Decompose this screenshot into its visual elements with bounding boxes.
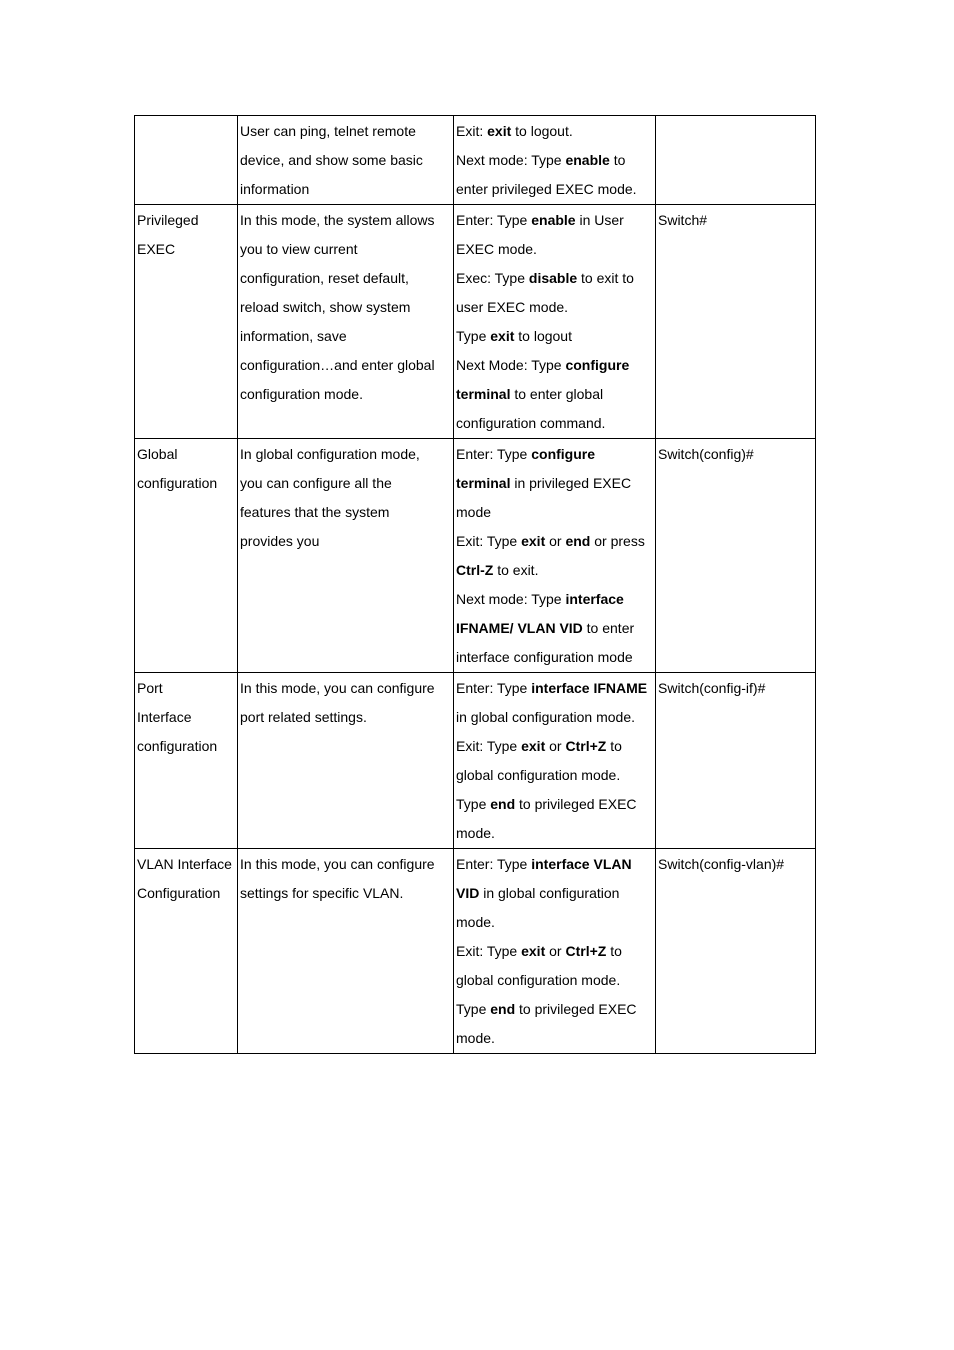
command-keyword: Ctrl+Z [565,943,607,959]
access-line [456,819,653,848]
access-text: in global configuration mode. [456,709,636,725]
access-text: mode. [456,914,495,930]
access-text: Enter: Type [456,680,532,696]
access-line [456,674,653,703]
access-text: configuration command. [456,415,606,431]
table-row [135,439,816,673]
command-keyword: terminal [456,475,511,491]
access-line [456,966,653,995]
mode-name-cell [135,205,238,439]
access-line [456,790,653,819]
prompt-text: Switch(config)# [658,446,754,462]
access-line [456,937,653,966]
description-line: In global configuration mode, [240,446,420,462]
description-line: settings for specific VLAN. [240,885,404,901]
mode-name-cell [135,849,238,1054]
mode-access-cell [454,849,656,1054]
access-line [456,908,653,937]
command-keyword: terminal [456,386,511,402]
mode-name-line: Port [137,680,163,696]
access-line [456,995,653,1024]
command-keyword: VID [456,885,480,901]
access-text: to exit to [577,270,634,286]
mode-prompt-cell [656,673,816,849]
access-text: in User [575,212,624,228]
access-line [456,175,653,204]
access-text: Type [456,796,491,812]
command-keyword: Ctrl+Z [565,738,607,754]
mode-prompt-cell [656,439,816,673]
access-text: Enter: Type [456,446,532,462]
access-line [456,351,653,380]
mode-description-cell [238,673,454,849]
description-line: In this mode, you can configure [240,680,435,696]
table-row [135,205,816,439]
access-line [456,1024,653,1053]
mode-description-cell [238,439,454,673]
description-line: features that the system [240,504,390,520]
access-text: in privileged EXEC [510,475,632,491]
access-text: mode. [456,1030,495,1046]
access-text: user EXEC mode. [456,299,569,315]
description-line: configuration mode. [240,386,363,402]
command-keyword: interface [565,591,624,607]
access-text: to privileged EXEC [515,796,637,812]
mode-access-cell [454,116,656,205]
table-row [135,849,816,1054]
command-keyword: configure [565,357,630,373]
command-keyword: end [490,1001,516,1017]
access-text: Enter: Type [456,212,532,228]
access-line [456,146,653,175]
table-row [135,116,816,205]
access-text: Exec: Type [456,270,529,286]
mode-access-cell [454,205,656,439]
mode-name-cell [135,673,238,849]
mode-description-cell [238,116,454,205]
access-text: Type [456,1001,491,1017]
mode-description-cell [238,849,454,1054]
mode-name-line: configuration [137,738,218,754]
access-text: or [545,533,566,549]
access-text: or [545,943,566,959]
command-modes-table-body [135,116,816,1054]
access-line [456,643,653,672]
command-keyword: interface IFNAME [531,680,648,696]
access-text: to exit. [493,562,539,578]
mode-name-line: VLAN Interface [137,856,232,872]
access-text: Next mode: Type [456,152,566,168]
access-line [456,850,653,879]
mode-access-cell [454,439,656,673]
access-line [456,556,653,585]
description-line: reload switch, show system [240,299,411,315]
access-line [456,409,653,438]
access-line [456,732,653,761]
mode-access-cell [454,673,656,849]
command-keyword: exit [521,943,546,959]
access-text: enter privileged EXEC mode. [456,181,637,197]
access-line [456,206,653,235]
description-line: you to view current [240,241,358,257]
access-line [456,293,653,322]
access-line [456,469,653,498]
command-keyword: enable [531,212,576,228]
access-line [456,879,653,908]
access-line [456,585,653,614]
access-text: Exit: Type [456,533,522,549]
access-line [456,761,653,790]
access-text: to enter global [510,386,604,402]
command-keyword: exit [521,738,546,754]
access-text: Type [456,328,491,344]
access-line [456,264,653,293]
access-text: global configuration mode. [456,972,621,988]
mode-name-cell [135,439,238,673]
command-modes-table [134,115,816,1054]
command-keyword: Ctrl-Z [456,562,494,578]
access-text: to logout [514,328,572,344]
mode-prompt-cell [656,205,816,439]
mode-description-cell [238,205,454,439]
access-line [456,322,653,351]
access-text: Enter: Type [456,856,532,872]
mode-prompt-cell [656,849,816,1054]
description-line: information, save [240,328,347,344]
description-line: you can configure all the [240,475,392,491]
mode-name-line: Interface [137,709,192,725]
access-line [456,498,653,527]
access-text: to logout. [511,123,573,139]
description-line: In this mode, the system allows [240,212,435,228]
mode-prompt-cell [656,116,816,205]
mode-name-cell [135,116,238,205]
command-keyword: exit [490,328,515,344]
mode-name-line: configuration [137,475,218,491]
access-text: mode. [456,825,495,841]
access-text: Next Mode: Type [456,357,566,373]
access-line [456,527,653,556]
prompt-text: Switch(config-if)# [658,680,766,696]
access-text: to privileged EXEC [515,1001,637,1017]
command-keyword: configure [531,446,596,462]
access-text: or [545,738,566,754]
description-line: device, and show some basic [240,152,423,168]
access-text: or press [590,533,645,549]
access-line [456,703,653,732]
description-line: configuration…and enter global [240,357,435,373]
mode-name-line: Global [137,446,178,462]
mode-name-line: Configuration [137,885,221,901]
description-line: configuration, reset default, [240,270,409,286]
command-keyword: exit [521,533,546,549]
command-keyword: end [490,796,516,812]
command-keyword: interface VLAN [531,856,632,872]
command-keyword: disable [528,270,578,286]
prompt-text: Switch(config-vlan)# [658,856,785,872]
description-line: information [240,181,310,197]
mode-name-line: EXEC [137,241,176,257]
access-line [456,117,653,146]
table-row [135,673,816,849]
access-text: Next mode: Type [456,591,566,607]
command-keyword: end [565,533,591,549]
access-text: to [606,738,622,754]
access-text: EXEC mode. [456,241,537,257]
description-line: port related settings. [240,709,367,725]
access-line [456,235,653,264]
description-line: In this mode, you can configure [240,856,435,872]
command-keyword: enable [565,152,610,168]
access-line [456,380,653,409]
access-line [456,440,653,469]
access-text: to [609,152,626,168]
access-line [456,614,653,643]
access-text: in global configuration [479,885,620,901]
access-text: Exit: Type [456,943,522,959]
access-text: Exit: Type [456,738,522,754]
prompt-text: Switch# [658,212,708,228]
description-line: User can ping, telnet remote [240,123,416,139]
command-keyword: IFNAME/ VLAN VID [456,620,583,636]
access-text: to enter [582,620,635,636]
access-text: mode [456,504,492,520]
access-text: to [606,943,622,959]
description-line: provides you [240,533,320,549]
access-text: Exit: [456,123,488,139]
access-text: global configuration mode. [456,767,621,783]
command-keyword: exit [487,123,512,139]
mode-name-line: Privileged [137,212,199,228]
access-text: interface configuration mode [456,649,633,665]
